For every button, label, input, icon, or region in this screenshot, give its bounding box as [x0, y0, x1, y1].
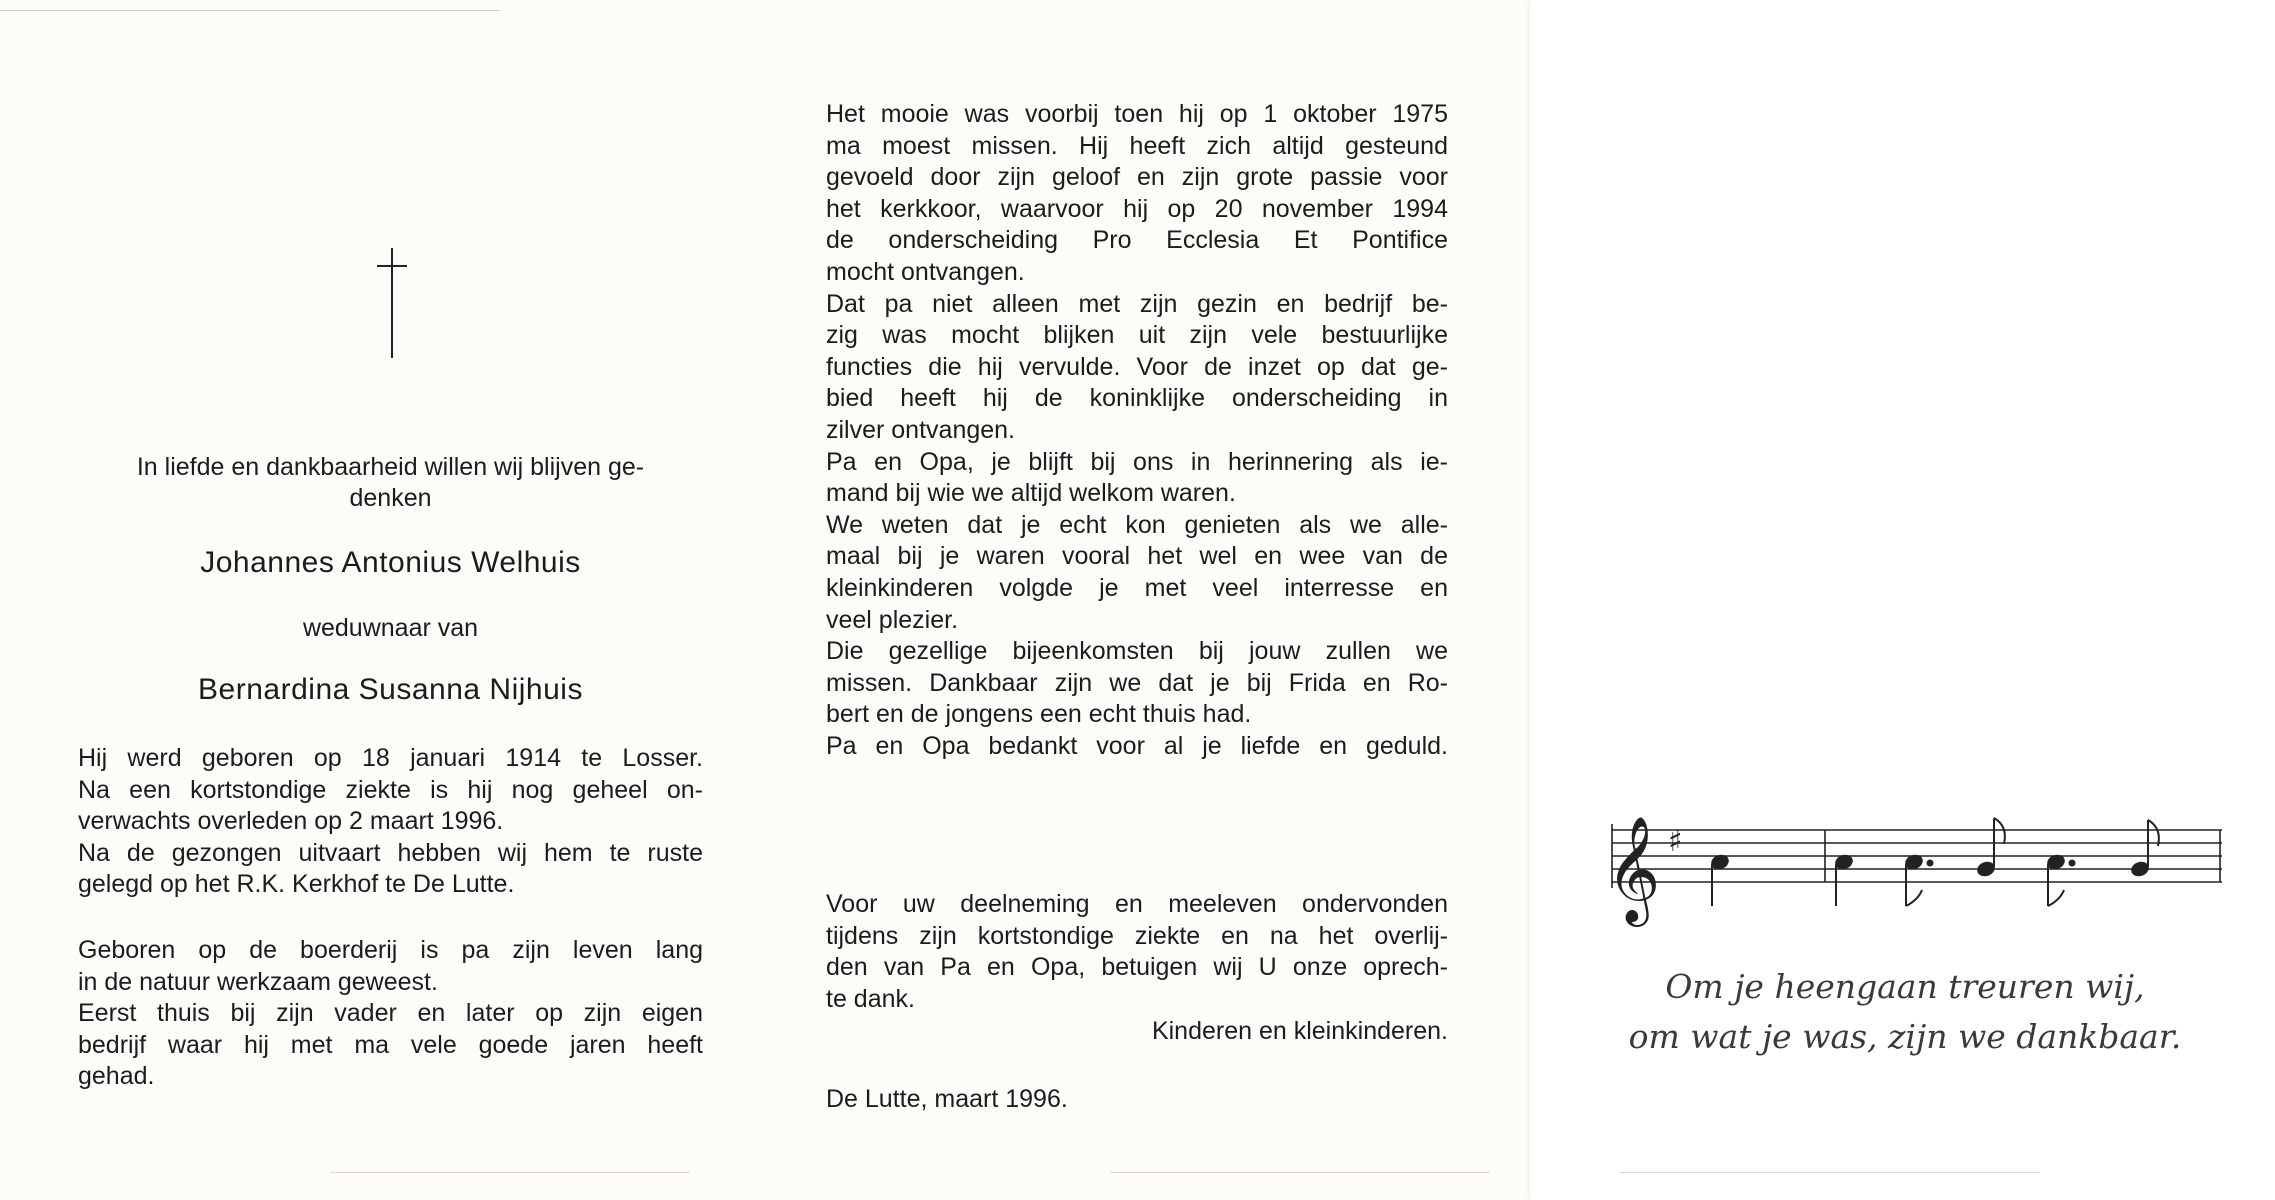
text-line: kleinkinderen volgde je met veel interresse en [826, 573, 1448, 602]
verse-text [1560, 962, 2250, 1062]
intro-line-1: In liefde en dankbaarheid willen wij blijven ge- [136, 453, 645, 481]
spouse-name: Bernardina Susanna Nijhuis [198, 673, 583, 706]
text-line: Na de gezongen uitvaart hebben wij hem te ruste [78, 838, 703, 867]
biography-paragraph-1 [78, 743, 703, 901]
top-edge-line [0, 10, 500, 11]
music-staff-icon [1606, 815, 2222, 922]
text-line: Na een kortstondige ziekte is hij nog geheel on- [78, 775, 703, 804]
text-line: verwachts overleden op 2 maart 1996. [78, 807, 504, 836]
bottom-edge-line [330, 1172, 690, 1173]
tribute-paragraph [826, 99, 1448, 762]
text-line: bied heeft hij de koninklijke onderscheiding in [826, 384, 1448, 413]
text-line: maal bij je waren vooral het wel en wee van de [826, 542, 1448, 571]
text-line: de onderscheiding Pro Ecclesia Et Pontifice [826, 226, 1448, 255]
signature: Kinderen en kleinkinderen. [1151, 1017, 1448, 1045]
text-line: te dank. [826, 984, 915, 1013]
text-line: mocht ontvangen. [826, 257, 1025, 286]
text-line: bert en de jongens een echt thuis had. [826, 700, 1252, 729]
bottom-edge-line [1110, 1172, 1490, 1173]
text-line: Hij werd geboren op 18 januari 1914 te Losser. [78, 744, 703, 772]
text-line: functies die hij vervulde. Voor de inzet op dat ge- [826, 352, 1448, 381]
text-line: missen. Dankbaar zijn we dat je bij Frida en Ro- [826, 668, 1448, 697]
text-line: Dat pa niet alleen met zijn gezin en bedrijf be- [826, 289, 1448, 318]
text-line: Eerst thuis bij zijn vader en later op zijn eigen [78, 999, 703, 1028]
text-line: in de natuur werkzaam geweest. [78, 967, 438, 996]
text-line: Pa en Opa bedankt voor al je liefde en geduld. [826, 731, 1448, 760]
svg-text:𝄞: 𝄞 [1606, 815, 1661, 922]
text-line: zilver ontvangen. [826, 415, 1016, 444]
intro-line-2: denken [349, 484, 432, 512]
text-line: gehad. [78, 1062, 155, 1091]
text-line: gelegd op het R.K. Kerkhof te De Lutte. [78, 870, 515, 899]
text-line: Pa en Opa, je blijft bij ons in herinnering als ie- [826, 447, 1448, 476]
bottom-edge-line [1620, 1172, 2040, 1173]
biography-paragraph-2 [78, 935, 703, 1093]
text-line: ma moest missen. Hij heeft zich altijd gesteund [826, 131, 1448, 160]
text-line: Het mooie was voorbij toen hij op 1 oktober 1975 [826, 100, 1448, 128]
cross-icon [376, 248, 408, 358]
intro-text [78, 452, 703, 514]
text-line: gevoeld door zijn geloof en zijn grote passie voor [826, 163, 1448, 192]
text-line: bedrijf waar hij met ma vele goede jaren heeft [78, 1030, 703, 1059]
verse-line-2: om wat je was, zijn we dankbaar. [1628, 1017, 2182, 1056]
verse-line-1: Om je heengaan treuren wij, [1665, 967, 2145, 1006]
place-date: De Lutte, maart 1996. [826, 1085, 1068, 1113]
text-line: zig was mocht blijken uit zijn vele bestuurlijke [826, 321, 1448, 350]
text-line: Voor uw deelneming en meeleven ondervonden [826, 890, 1448, 918]
text-line: den van Pa en Opa, betuigen wij U onze oprech- [826, 953, 1448, 982]
text-line: We weten dat je echt kon genieten als we alle- [826, 510, 1448, 539]
relation-text: weduwnaar van [302, 614, 479, 642]
thanks-paragraph [826, 889, 1448, 1015]
deceased-name: Johannes Antonius Welhuis [200, 546, 581, 579]
text-line: Die gezellige bijeenkomsten bij jouw zullen we [826, 637, 1448, 666]
text-line: veel plezier. [826, 605, 959, 634]
text-line: mand bij wie we altijd welkom waren. [826, 479, 1236, 508]
text-line: tijdens zijn kortstondige ziekte en na het overlij- [826, 921, 1448, 950]
svg-text:♯: ♯ [1668, 824, 1683, 859]
text-line: het kerkkoor, waarvoor hij op 20 november 1994 [826, 194, 1448, 223]
text-line: Geboren op de boerderij is pa zijn leven lang [78, 936, 703, 964]
